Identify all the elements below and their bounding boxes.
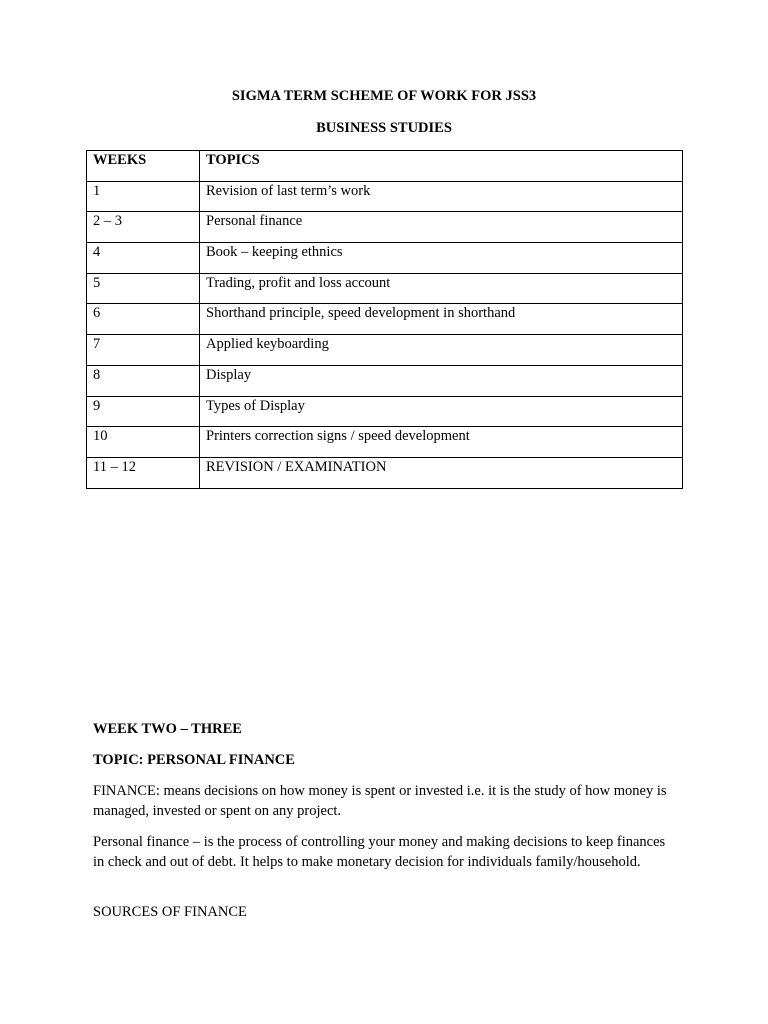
document-subtitle: BUSINESS STUDIES — [316, 120, 452, 136]
table-row — [87, 304, 683, 335]
topics-column-header: TOPICS — [200, 151, 683, 182]
topic-cell: Shorthand principle, speed development in shorthand — [200, 304, 683, 335]
table-row — [87, 243, 683, 274]
table-row — [87, 181, 683, 212]
table-row — [87, 335, 683, 366]
document-title: SIGMA TERM SCHEME OF WORK FOR JSS3 — [231, 88, 537, 104]
week-cell: 11 – 12 — [87, 457, 200, 488]
topic-heading: TOPIC: PERSONAL FINANCE — [93, 752, 295, 768]
week-cell: 4 — [87, 243, 200, 274]
week-cell: 5 — [87, 273, 200, 304]
table-row — [87, 457, 683, 488]
finance-definition-paragraph: FINANCE: means decisions on how money is spent or invested i.e. it is the study of how money is managed, invested or spent on any project. — [93, 783, 667, 819]
scheme-of-work-table — [86, 150, 683, 489]
table-header-row — [87, 151, 683, 182]
week-cell: 10 — [87, 427, 200, 458]
topic-cell: Applied keyboarding — [200, 335, 683, 366]
table-row — [87, 396, 683, 427]
topic-cell: Revision of last term’s work — [200, 181, 683, 212]
topic-cell: Printers correction signs / speed development — [200, 427, 683, 458]
sources-of-finance-heading: SOURCES OF FINANCE — [93, 904, 247, 920]
week-cell: 9 — [87, 396, 200, 427]
week-cell: 6 — [87, 304, 200, 335]
table-row — [87, 427, 683, 458]
topic-cell: REVISION / EXAMINATION — [200, 457, 683, 488]
topic-cell: Types of Display — [200, 396, 683, 427]
topic-cell: Trading, profit and loss account — [200, 273, 683, 304]
table-row — [87, 212, 683, 243]
week-cell: 8 — [87, 365, 200, 396]
personal-finance-paragraph: Personal finance – is the process of controlling your money and making decisions to keep finances in check and out of debt. It helps to make monetary decision for individuals family/household. — [93, 834, 666, 870]
week-cell: 1 — [87, 181, 200, 212]
week-heading: WEEK TWO – THREE — [93, 721, 242, 737]
week-cell: 7 — [87, 335, 200, 366]
topic-cell: Personal finance — [200, 212, 683, 243]
table-row — [87, 365, 683, 396]
table-row — [87, 273, 683, 304]
weeks-column-header: WEEKS — [87, 151, 200, 182]
topic-cell: Display — [200, 365, 683, 396]
week-cell: 2 – 3 — [87, 212, 200, 243]
topic-cell: Book – keeping ethnics — [200, 243, 683, 274]
